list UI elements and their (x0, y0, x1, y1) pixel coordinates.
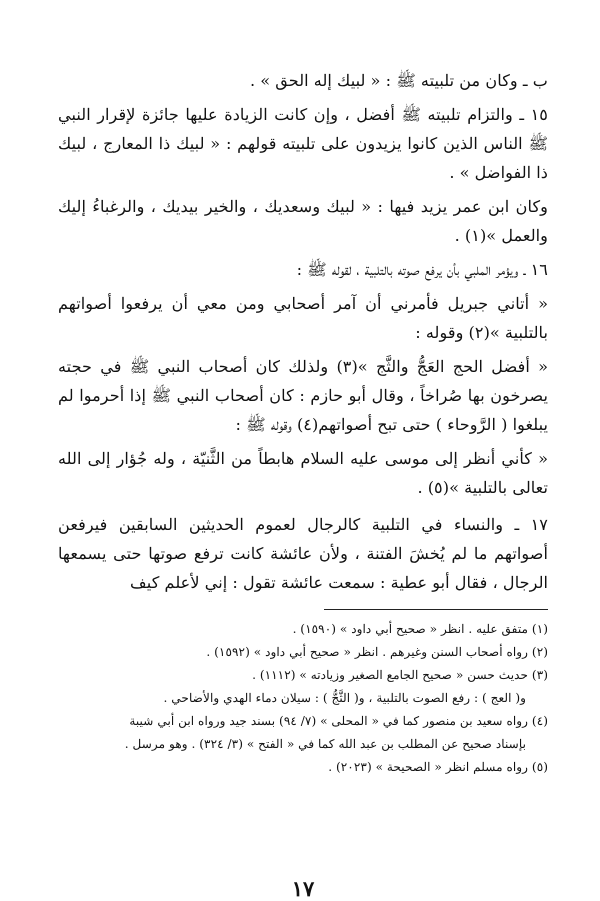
quote-musa: « كأني أنظر إلى موسى عليه السلام هابطاً من الثَّنيّة ، وله جُؤار إلى الله تعالى بالتلبية »(٥) . (58, 449, 548, 497)
footnote-3: (٣) حديث حسن « صحيح الجامع الصغير وزيادته » (١١١٢) . (252, 668, 548, 682)
paragraph-16: ١٦ ـ ويؤمر الملبي بأن يرفع صوته بالتلبية ، لقوله ﷺ : (296, 260, 548, 279)
footnote-separator (324, 609, 548, 610)
paragraph-15: ١٥ ـ والتزام تلبيته ﷺ أفضل ، وإن كانت الزيادة عليها جائزة لإقرار النبي ﷺ الناس الذين كانوا يزيدون على تلبيته قولهم : « لبيك ذا المعارج ، لبيك ذا الفواضل » . (58, 105, 548, 182)
quote-afdal-hajj: « أفضل الحج العَجُّ والثَّج »(٣) ولذلك كان أصحاب النبي ﷺ في حجته يصرخون بها صُراخاً ، وقال أبو حازم : كان أصحاب النبي ﷺ إذا أحرموا لم يبلغوا ( الرَّوحاء ) حتى تبح أصواتهم(٤) وقوله ﷺ : (58, 357, 548, 434)
paragraph-talbiyah-b: ب ـ وكان من تلبيته ﷺ : « لبيك إله الحق » . (249, 71, 548, 90)
quote-jibril: « أتاني جبريل فأمرني أن آمر أصحابي ومن معي أن يرفعوا أصواتهم بالتلبية »(٢) وقوله : (58, 294, 548, 342)
main-text (58, 66, 548, 597)
paragraph-17: ١٧ ـ والنساء في التلبية كالرجال لعموم الحديثين السابقين فيرفعن أصواتهم ما لم يُخشَ الفتنة ، ولأن عائشة كانت ترفع صوتها حتى يسمعها الرجال ، فقال أبو عطية : سمعت عائشة تقول : إني لأعلم كيف (58, 515, 548, 592)
footnote-5: (٥) رواه مسلم انظر « الصحيحة » (٢٠٢٣) . (328, 760, 548, 774)
footnotes (58, 618, 548, 779)
page-number: ١٧ (291, 876, 315, 901)
footnote-3-gloss: و( العج ) : رفع الصوت بالتلبية ، و( الثَّجُّ ) : سيلان دماء الهدي والأضاحي . (163, 691, 526, 705)
page (58, 66, 548, 901)
paragraph-ibn-umar: وكان ابن عمر يزيد فيها : « لبيك وسعديك ، والخير بيديك ، والرغباءُ إليك والعمل »(١) . (58, 197, 548, 245)
footnote-4-continued: بإسناد صحيح عن المطلب بن عبد الله كما في « الفتح » (٣/ ٣٢٤) . وهو مرسل . (124, 737, 526, 751)
footnote-4: (٤) رواه سعيد بن منصور كما في « المحلى » (٧/ ٩٤) بسند جيد ورواه ابن أبي شيبة (129, 714, 548, 728)
footnote-1: (١) متفق عليه . انظر « صحيح أبي داود » (١٥٩٠) . (292, 622, 548, 636)
footnote-2: (٢) رواه أصحاب السنن وغيرهم . انظر « صحيح أبي داود » (١٥٩٢) . (206, 645, 548, 659)
